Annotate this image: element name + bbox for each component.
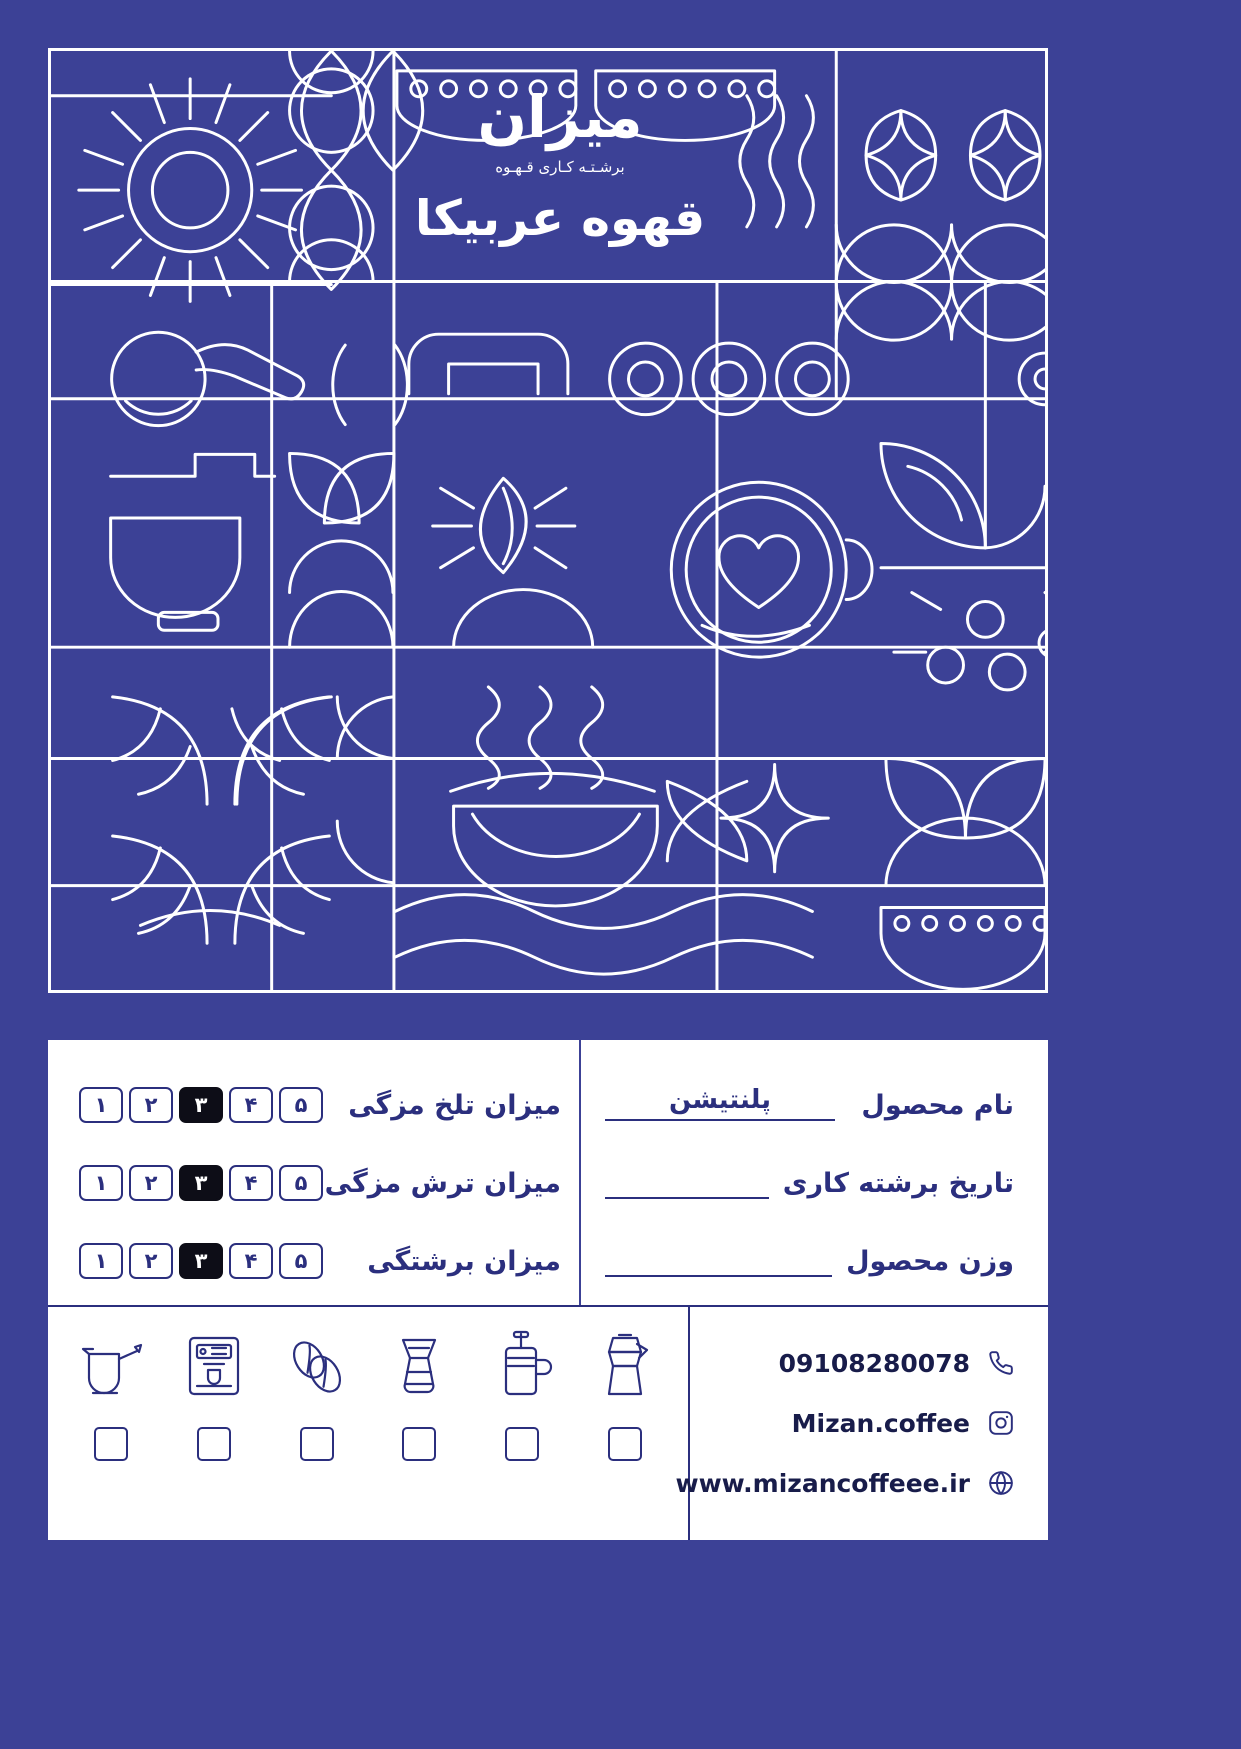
field-line-product-name[interactable] bbox=[605, 1085, 835, 1121]
scale-box-1[interactable]: ۱ bbox=[79, 1087, 123, 1123]
globe-icon bbox=[984, 1466, 1018, 1500]
brand-logo: میزان bbox=[477, 83, 643, 151]
scale-box-1[interactable]: ۱ bbox=[79, 1165, 123, 1201]
scale-box-4[interactable]: ۴ bbox=[229, 1165, 273, 1201]
brew-checkbox-pour-over[interactable] bbox=[402, 1427, 436, 1461]
brew-checkbox-cezve[interactable] bbox=[94, 1427, 128, 1461]
espresso-machine-icon bbox=[171, 1323, 257, 1409]
contact-row-instagram[interactable] bbox=[700, 1393, 1018, 1453]
scale-box-2[interactable]: ۲ bbox=[129, 1243, 173, 1279]
contact-text-website: www.mizancoffeee.ir bbox=[675, 1468, 970, 1498]
coffee-beans-icon bbox=[274, 1323, 360, 1409]
brew-method-list bbox=[48, 1307, 688, 1540]
brew-checkbox-french-press[interactable] bbox=[505, 1427, 539, 1461]
field-label-roast-date: تاریخ برشته کاری bbox=[782, 1167, 1014, 1199]
brew-checkbox-espresso-machine[interactable] bbox=[197, 1427, 231, 1461]
brew-item-pour-over bbox=[373, 1323, 465, 1461]
scale-box-5[interactable]: ۵ bbox=[279, 1243, 323, 1279]
french-press-icon bbox=[479, 1323, 565, 1409]
scale-box-4[interactable]: ۴ bbox=[229, 1243, 273, 1279]
field-value-product-name: پلنتیشن bbox=[668, 1085, 772, 1115]
scale-box-2[interactable]: ۲ bbox=[129, 1165, 173, 1201]
cezve-icon bbox=[68, 1323, 154, 1409]
rating-label-bitterness: میزان تلخ مزگی bbox=[348, 1089, 561, 1121]
field-row-product-name bbox=[601, 1066, 1014, 1144]
rating-row-acidity bbox=[76, 1144, 561, 1222]
product-title: قهوه عربیکا bbox=[414, 190, 706, 247]
moka-pot-icon bbox=[582, 1323, 668, 1409]
product-fields bbox=[579, 1040, 1048, 1305]
brew-item-beans bbox=[271, 1323, 363, 1461]
contact-row-website[interactable] bbox=[675, 1453, 1018, 1513]
instagram-icon bbox=[984, 1406, 1018, 1440]
contact-list bbox=[675, 1307, 1048, 1540]
contact-row-phone[interactable] bbox=[700, 1333, 1018, 1393]
brew-item-moka-pot bbox=[579, 1323, 671, 1461]
brew-item-espresso-machine bbox=[168, 1323, 260, 1461]
rating-row-bitterness bbox=[76, 1066, 561, 1144]
decorative-art-panel bbox=[48, 48, 1048, 993]
brew-checkbox-moka-pot[interactable] bbox=[608, 1427, 642, 1461]
scale-box-4[interactable]: ۴ bbox=[229, 1087, 273, 1123]
scale-box-1[interactable]: ۱ bbox=[79, 1243, 123, 1279]
info-card bbox=[48, 1040, 1048, 1540]
scale-box-5[interactable]: ۵ bbox=[279, 1165, 323, 1201]
contact-text-phone: 09108280078 bbox=[778, 1348, 970, 1378]
field-line-roast-date[interactable] bbox=[605, 1167, 769, 1199]
field-label-weight: وزن محصول bbox=[846, 1245, 1014, 1277]
scale-box-3[interactable]: ۳ bbox=[179, 1087, 223, 1123]
rating-row-roast-level bbox=[76, 1222, 561, 1300]
brew-item-cezve bbox=[65, 1323, 157, 1461]
rating-label-acidity: میزان ترش مزگی bbox=[324, 1167, 561, 1199]
scale-box-3[interactable]: ۳ bbox=[179, 1165, 223, 1201]
info-card-top bbox=[48, 1040, 1048, 1305]
field-line-weight[interactable] bbox=[605, 1245, 832, 1277]
field-row-weight bbox=[601, 1222, 1014, 1300]
brew-item-french-press bbox=[476, 1323, 568, 1461]
scale-acidity bbox=[76, 1165, 326, 1201]
scale-bitterness bbox=[76, 1087, 326, 1123]
phone-icon bbox=[984, 1346, 1018, 1380]
scale-roast-level bbox=[76, 1243, 326, 1279]
field-row-roast-date bbox=[601, 1144, 1014, 1222]
scale-box-5[interactable]: ۵ bbox=[279, 1087, 323, 1123]
rating-scales bbox=[48, 1040, 579, 1305]
rating-label-roast-level: میزان برشتگی bbox=[367, 1245, 561, 1277]
info-card-bottom bbox=[48, 1307, 1048, 1540]
brand-tagline: برشـتـه کـاری قـهـوه bbox=[495, 158, 625, 176]
brew-checkbox-beans[interactable] bbox=[300, 1427, 334, 1461]
scale-box-2[interactable]: ۲ bbox=[129, 1087, 173, 1123]
pour-over-icon bbox=[376, 1323, 462, 1409]
contact-text-instagram: Mizan.coffee bbox=[791, 1408, 970, 1438]
scale-box-3[interactable]: ۳ bbox=[179, 1243, 223, 1279]
field-label-product-name: نام محصول bbox=[861, 1089, 1014, 1121]
art-pattern-svg bbox=[51, 51, 1045, 990]
